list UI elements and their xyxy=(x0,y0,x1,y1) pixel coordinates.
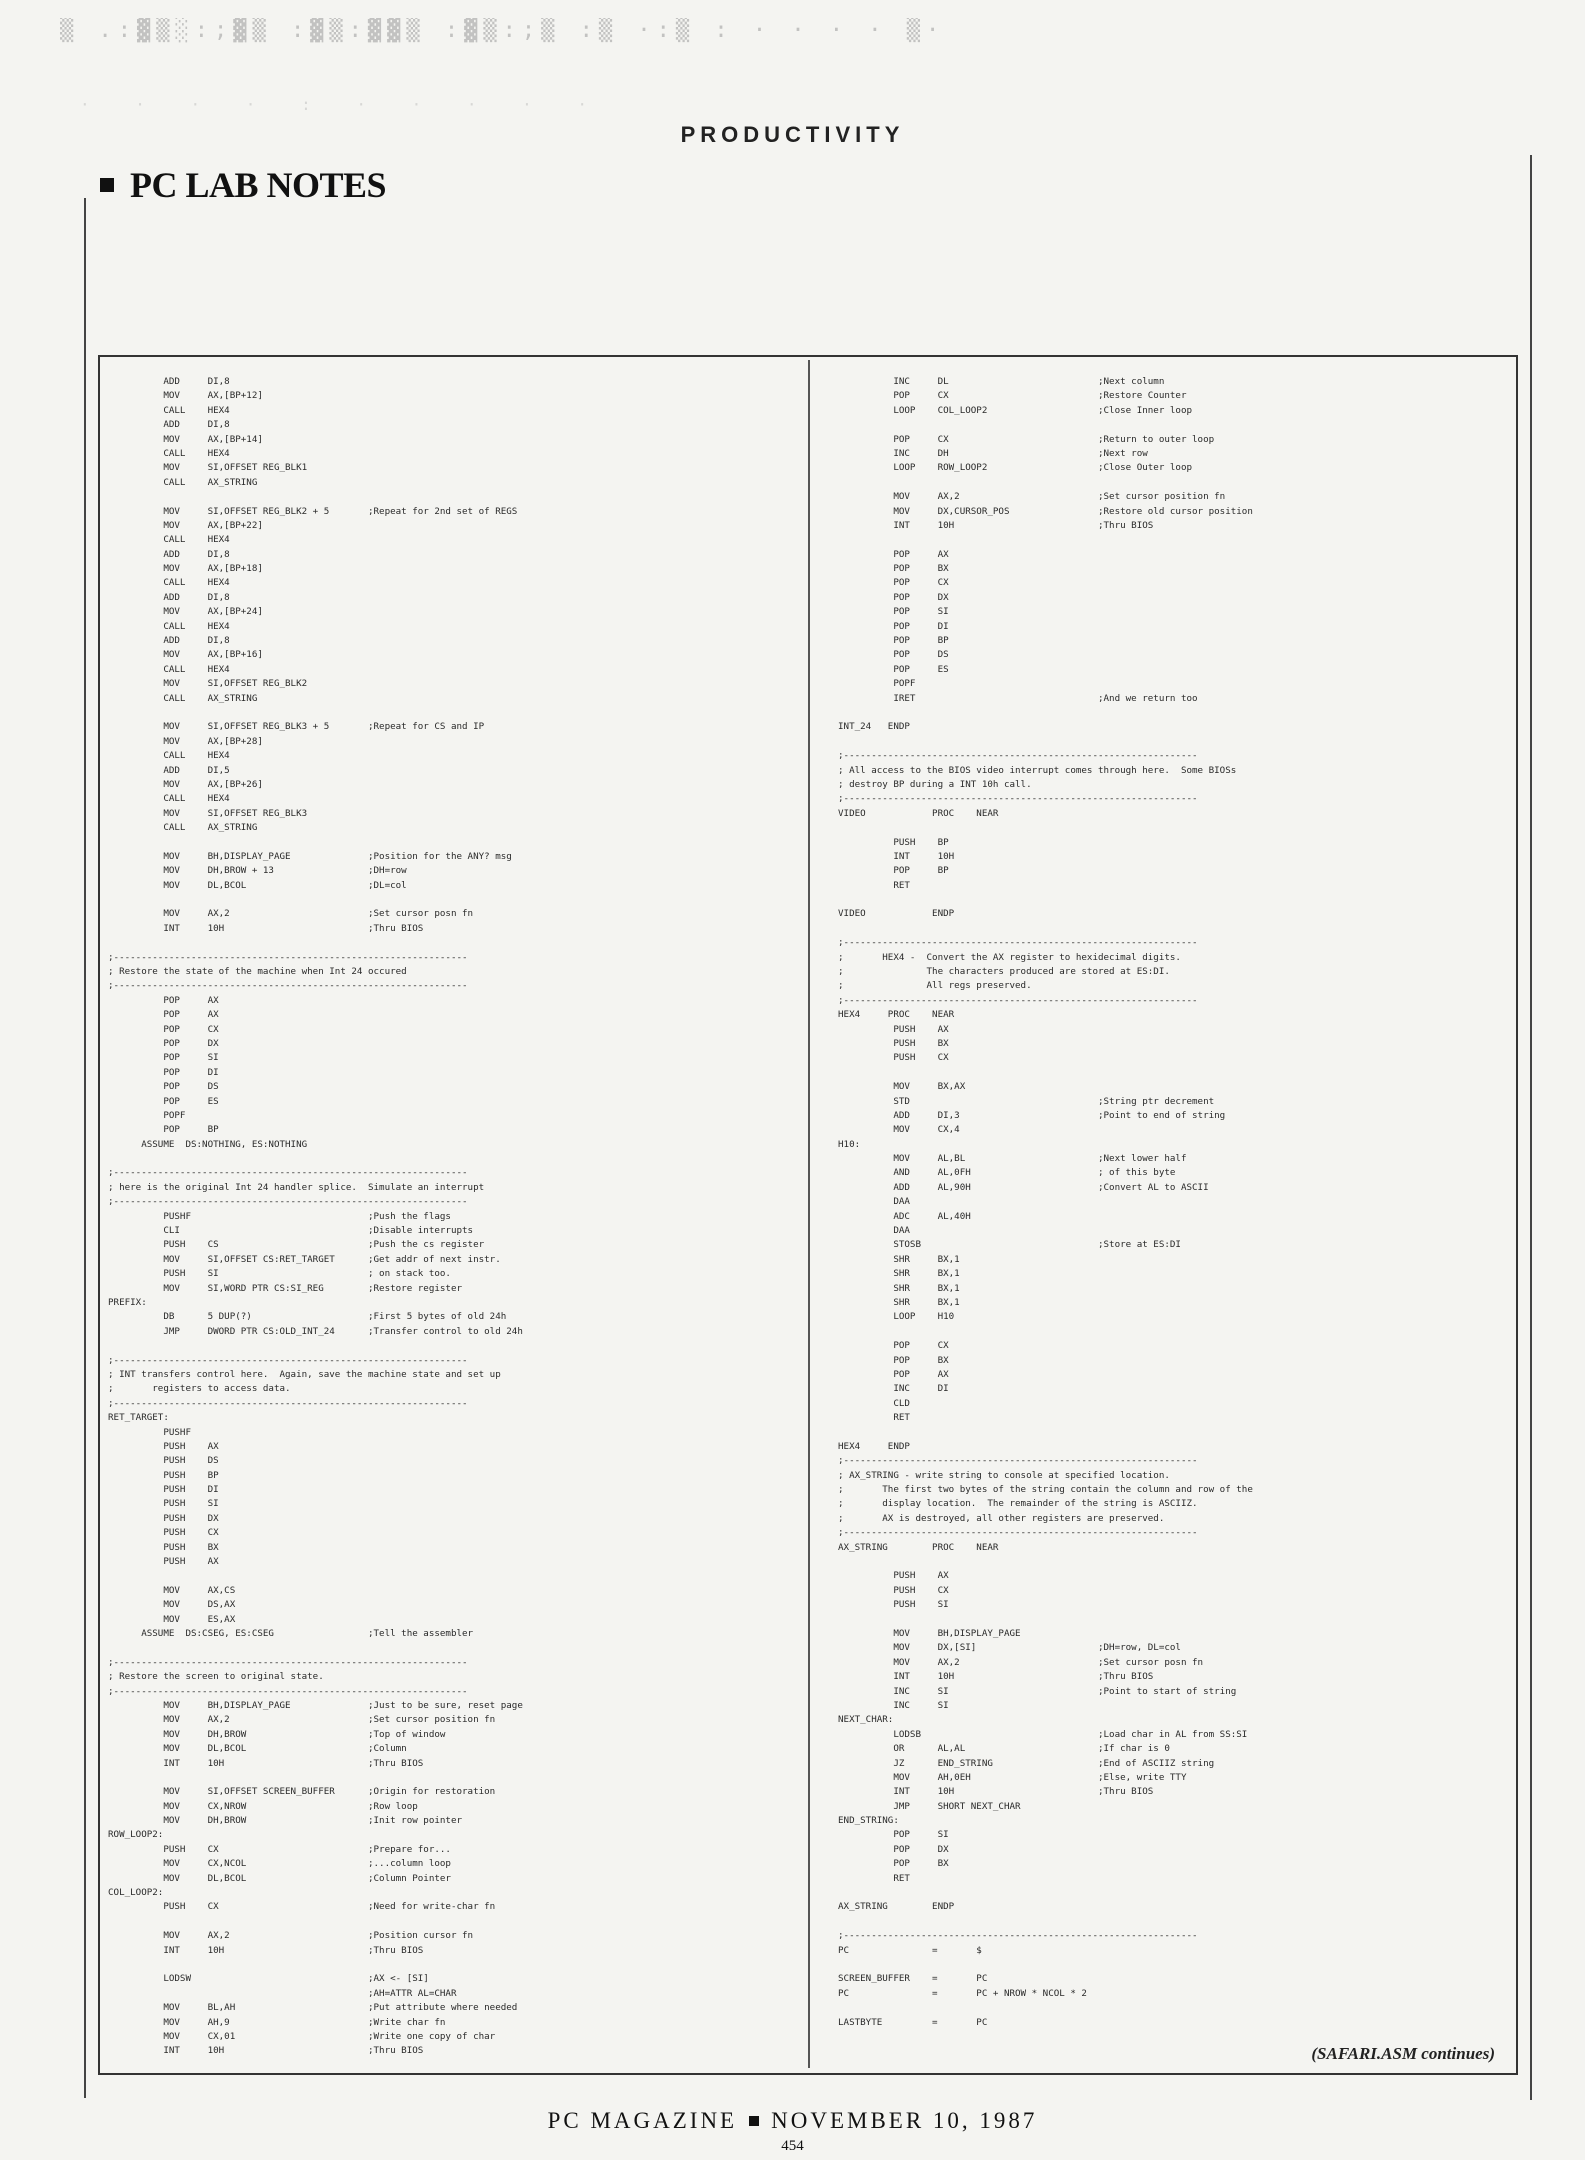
code-line: POP DS xyxy=(838,649,949,661)
code-line: MOV AX,CS xyxy=(108,1584,236,1596)
code-line: POP CX ;Return to outer loop xyxy=(838,433,1215,445)
code-line: DAA xyxy=(838,1225,910,1237)
code-line: PUSH CX xyxy=(108,1527,219,1539)
code-line: ADD AL,90H ;Convert AL to ASCII xyxy=(838,1181,1209,1193)
code-line: STD ;String ptr decrement xyxy=(838,1095,1215,1107)
code-line: ASSUME DS:CSEG, ES:CSEG ;Tell the assembler xyxy=(108,1627,474,1639)
column-title xyxy=(100,164,386,206)
code-line: PUSH AX xyxy=(838,1023,949,1035)
code-line: PUSH AX xyxy=(108,1556,219,1568)
footer-date: NOVEMBER 10, 1987 xyxy=(771,2108,1038,2133)
page-number: 454 xyxy=(781,2138,804,2154)
code-line: POP CX xyxy=(838,1340,949,1352)
code-line: ;---------------------------------------------------------------- xyxy=(108,1685,468,1697)
code-line: AND AL,0FH ; of this byte xyxy=(838,1167,1176,1179)
code-line xyxy=(838,418,1508,432)
code-line: LODSB ;Load char in AL from SS:SI xyxy=(838,1728,1248,1740)
code-line: MOV DL,BCOL ;Column Pointer xyxy=(108,1872,451,1884)
code-line xyxy=(838,735,1508,749)
code-line: INT_24 ENDP xyxy=(838,721,910,733)
page-frame-left xyxy=(84,198,86,2098)
code-line: MOV DH,BROW + 13 ;DH=row xyxy=(108,865,407,877)
code-line: PUSH SI xyxy=(838,1599,949,1611)
code-line: INT 10H xyxy=(838,850,955,862)
bullet-square-icon xyxy=(100,178,114,192)
code-line: ; The characters produced are stored at ES:DI. xyxy=(838,966,1170,978)
code-line: INT 10H ;Thru BIOS xyxy=(108,1944,424,1956)
code-line: VIDEO PROC NEAR xyxy=(838,807,999,819)
code-line: ;---------------------------------------------------------------- xyxy=(108,1397,468,1409)
code-line: CALL HEX4 xyxy=(108,447,230,459)
code-line xyxy=(108,490,798,504)
code-line: MOV AX,[BP+16] xyxy=(108,649,263,661)
code-column-right xyxy=(838,375,1508,2030)
code-line: MOV AX,[BP+24] xyxy=(108,606,263,618)
code-line: LOOP ROW_LOOP2 ;Close Outer loop xyxy=(838,462,1193,474)
code-line: INC SI xyxy=(838,1699,949,1711)
code-line: SHR BX,1 xyxy=(838,1297,960,1308)
code-line: POP BX xyxy=(838,563,949,575)
code-line: POP CX xyxy=(108,1023,219,1035)
code-line: MOV AX,[BP+26] xyxy=(108,778,263,790)
code-line: MOV AH,9 ;Write char fn xyxy=(108,2016,446,2028)
code-line: POP AX xyxy=(838,1368,949,1380)
code-line: CALL HEX4 xyxy=(108,577,230,589)
code-line: ADD DI,3 ;Point to end of string xyxy=(838,1109,1226,1121)
code-line: CALL HEX4 xyxy=(108,663,230,675)
code-line: MOV AX,[BP+22] xyxy=(108,519,263,531)
code-line: INT 10H ;Thru BIOS xyxy=(108,922,424,934)
code-line: PUSH DI xyxy=(108,1484,219,1496)
code-line: CALL HEX4 xyxy=(108,620,230,632)
code-line xyxy=(108,1958,798,1972)
code-line: LASTBYTE = PC xyxy=(838,2016,988,2028)
code-line: MOV SI,OFFSET REG_BLK2 xyxy=(108,678,308,690)
code-line: IRET ;And we return too xyxy=(838,692,1198,704)
code-line: ;---------------------------------------------------------------- xyxy=(108,951,468,963)
code-line: ADC AL,40H xyxy=(838,1210,971,1222)
code-line: MOV SI,OFFSET CS:RET_TARGET ;Get addr of next instr. xyxy=(108,1253,501,1265)
code-line xyxy=(108,706,798,720)
code-line xyxy=(108,1152,798,1166)
code-line: POP AX xyxy=(838,548,949,560)
code-line: INT 10H ;Thru BIOS xyxy=(838,519,1154,531)
code-line: PUSH SI xyxy=(108,1498,219,1510)
code-line: OR AL,AL ;If char is 0 xyxy=(838,1743,1170,1755)
code-line xyxy=(838,1555,1508,1569)
code-line: MOV AX,[BP+18] xyxy=(108,563,263,575)
code-line: ;---------------------------------------------------------------- xyxy=(108,1656,468,1668)
code-line: SHR BX,1 xyxy=(838,1253,960,1265)
code-line: H10: xyxy=(838,1138,861,1150)
column-title-text: PC LAB NOTES xyxy=(130,165,387,205)
code-line: POP BP xyxy=(838,635,949,647)
code-line: INC DH ;Next row xyxy=(838,447,1148,459)
code-line: MOV BH,DISPLAY_PAGE xyxy=(838,1627,1021,1639)
page-footer xyxy=(0,2108,1585,2134)
code-line: ; here is the original Int 24 handler splice. Simulate an interrupt xyxy=(108,1181,485,1193)
code-line: MOV SI,OFFSET REG_BLK2 + 5 ;Repeat for 2nd set of REGS xyxy=(108,505,518,517)
code-line: MOV AL,BL ;Next lower half xyxy=(838,1153,1187,1165)
code-line: ;AH=ATTR AL=CHAR xyxy=(108,1987,457,1999)
code-line: PREFIX: xyxy=(108,1297,147,1308)
code-line: ; HEX4 - Convert the AX register to hexidecimal digits. xyxy=(838,951,1181,963)
code-line: ; Restore the state of the machine when Int 24 occured xyxy=(108,966,407,978)
code-line xyxy=(838,1066,1508,1080)
code-line xyxy=(108,1915,798,1929)
code-line: PUSH BX xyxy=(108,1541,219,1553)
code-line: CALL HEX4 xyxy=(108,534,230,546)
code-line: ;---------------------------------------------------------------- xyxy=(108,1196,468,1208)
code-line: RET_TARGET: xyxy=(108,1412,169,1424)
code-line: INC SI ;Point to start of string xyxy=(838,1685,1237,1697)
code-line: RET xyxy=(838,1872,910,1884)
code-line xyxy=(838,533,1508,547)
code-line xyxy=(838,821,1508,835)
code-line: ADD DI,8 xyxy=(108,591,230,603)
code-line: POP ES xyxy=(108,1095,219,1107)
code-line: ; All access to the BIOS video interrupt comes through here. Some BIOSs xyxy=(838,764,1237,776)
code-line xyxy=(838,1886,1508,1900)
code-line: MOV AX,2 ;Set cursor position fn xyxy=(108,1714,496,1726)
code-line xyxy=(108,1771,798,1785)
code-line xyxy=(838,1325,1508,1339)
code-line: ;---------------------------------------------------------------- xyxy=(108,1354,468,1366)
code-line: MOV DH,BROW ;Init row pointer xyxy=(108,1815,463,1827)
code-line: MOV CX,NROW ;Row loop xyxy=(108,1800,418,1812)
code-line: RET xyxy=(838,1412,910,1424)
code-line: POP DX xyxy=(838,591,949,603)
code-line xyxy=(838,1915,1508,1929)
code-line: MOV DS,AX xyxy=(108,1599,236,1611)
code-line: POP BP xyxy=(108,1124,219,1136)
code-line: DB 5 DUP(?) ;First 5 bytes of old 24h xyxy=(108,1311,507,1323)
code-line: MOV CX,NCOL ;...column loop xyxy=(108,1858,451,1870)
code-line: ;---------------------------------------------------------------- xyxy=(838,1527,1198,1539)
code-line xyxy=(838,922,1508,936)
code-line: CALL HEX4 xyxy=(108,793,230,805)
code-line: ; INT transfers control here. Again, save the machine state and set up xyxy=(108,1368,501,1380)
code-line: MOV SI,OFFSET REG_BLK1 xyxy=(108,462,308,474)
code-line: POP SI xyxy=(838,606,949,618)
code-line: VIDEO ENDP xyxy=(838,908,955,920)
code-line: MOV AX,[BP+12] xyxy=(108,390,263,402)
code-line: PUSH AX xyxy=(838,1570,949,1582)
code-line: PUSH DS xyxy=(108,1455,219,1467)
code-line: ;---------------------------------------------------------------- xyxy=(108,1167,468,1179)
code-line: MOV DX,CURSOR_POS ;Restore old cursor position xyxy=(838,505,1253,517)
code-line: HEX4 PROC NEAR xyxy=(838,1009,955,1021)
code-line xyxy=(108,1641,798,1655)
code-line: ; All regs preserved. xyxy=(838,980,1032,992)
code-line: PUSH CX ;Prepare for... xyxy=(108,1843,451,1855)
code-line: POP DI xyxy=(838,620,949,632)
code-line: ADD DI,8 xyxy=(108,419,230,431)
code-line: MOV CX,01 ;Write one copy of char xyxy=(108,2030,496,2042)
code-line: MOV SI,OFFSET REG_BLK3 xyxy=(108,807,308,819)
code-line xyxy=(108,836,798,850)
code-line: ;---------------------------------------------------------------- xyxy=(838,1930,1198,1942)
code-line: CLD xyxy=(838,1397,910,1409)
code-line: MOV BL,AH ;Put attribute where needed xyxy=(108,2002,518,2014)
footer-magazine: PC MAGAZINE xyxy=(547,2108,738,2133)
code-line: MOV BX,AX xyxy=(838,1081,966,1093)
code-line: PUSHF xyxy=(108,1426,191,1438)
code-line: POP ES xyxy=(838,663,949,675)
code-line: PUSH BP xyxy=(108,1469,219,1481)
code-line: ; display location. The remainder of the string is ASCIIZ. xyxy=(838,1498,1198,1510)
code-line: POPF xyxy=(108,1109,186,1121)
code-line: INT 10H ;Thru BIOS xyxy=(838,1786,1154,1798)
code-line: JMP SHORT NEXT_CHAR xyxy=(838,1800,1021,1812)
code-line xyxy=(838,2001,1508,2015)
code-line xyxy=(838,893,1508,907)
code-line: END_STRING: xyxy=(838,1815,899,1827)
code-line: PUSH SI ; on stack too. xyxy=(108,1268,451,1280)
code-line: ADD DI,8 xyxy=(108,548,230,560)
code-line: POP AX xyxy=(108,994,219,1006)
code-line: SHR BX,1 xyxy=(838,1282,960,1294)
code-line: POP DI xyxy=(108,1066,219,1078)
code-line: MOV SI,OFFSET REG_BLK3 + 5 ;Repeat for CS and IP xyxy=(108,721,485,733)
code-line: HEX4 ENDP xyxy=(838,1440,910,1452)
code-line: PUSH CX ;Need for write-char fn xyxy=(108,1901,496,1913)
code-line xyxy=(838,706,1508,720)
code-line: PUSH CX xyxy=(838,1052,949,1064)
code-line: CLI ;Disable interrupts xyxy=(108,1225,474,1237)
code-line: MOV AX,[BP+14] xyxy=(108,433,263,445)
code-line: ASSUME DS:NOTHING, ES:NOTHING xyxy=(108,1138,308,1150)
code-column-left xyxy=(108,375,798,2059)
code-line: MOV CX,4 xyxy=(838,1124,960,1136)
section-label: PRODUCTIVITY xyxy=(680,122,905,147)
code-line: MOV BH,DISPLAY_PAGE ;Just to be sure, reset page xyxy=(108,1699,523,1711)
code-line: PUSH BX xyxy=(838,1037,949,1049)
code-line: ;---------------------------------------------------------------- xyxy=(838,1455,1198,1467)
code-line: MOV DL,BCOL ;DL=col xyxy=(108,879,407,891)
code-line: CALL AX_STRING xyxy=(108,476,258,488)
code-line: PUSH BP xyxy=(838,836,949,848)
scan-noise-top-2: · · · · : · · · · · xyxy=(80,95,606,114)
code-line: MOV AX,2 ;Set cursor position fn xyxy=(838,491,1226,503)
page-frame-right xyxy=(1530,155,1532,2100)
code-line: MOV DH,BROW ;Top of window xyxy=(108,1728,446,1740)
code-line: ; Restore the screen to original state. xyxy=(108,1671,324,1683)
code-line: POP SI xyxy=(838,1829,949,1841)
code-line: INC DI xyxy=(838,1383,949,1395)
code-line: POP BP xyxy=(838,865,949,877)
column-divider xyxy=(808,360,810,2068)
code-line: CALL AX_STRING xyxy=(108,692,258,704)
code-line: ;---------------------------------------------------------------- xyxy=(838,793,1198,805)
code-line: MOV SI,WORD PTR CS:SI_REG ;Restore register xyxy=(108,1282,463,1294)
code-line: MOV AH,0EH ;Else, write TTY xyxy=(838,1771,1187,1783)
code-line: DAA xyxy=(838,1196,910,1208)
code-line: POP CX ;Restore Counter xyxy=(838,390,1187,402)
code-line: PUSH CX xyxy=(838,1584,949,1596)
code-line: POP SI xyxy=(108,1052,219,1064)
code-line: PUSH AX xyxy=(108,1440,219,1452)
code-line: STOSB ;Store at ES:DI xyxy=(838,1239,1181,1251)
code-line: MOV AX,2 ;Set cursor posn fn xyxy=(838,1656,1204,1668)
code-line: INT 10H ;Thru BIOS xyxy=(838,1671,1154,1683)
code-line: INC DL ;Next column xyxy=(838,376,1165,387)
code-line xyxy=(838,1958,1508,1972)
code-line: ADD DI,8 xyxy=(108,376,230,387)
code-line: ; AX is destroyed, all other registers are preserved. xyxy=(838,1512,1165,1524)
code-line: ; destroy BP during a INT 10h call. xyxy=(838,778,1032,790)
code-line: MOV DX,[SI] ;DH=row, DL=col xyxy=(838,1642,1181,1654)
code-line: ;---------------------------------------------------------------- xyxy=(838,937,1198,949)
continues-note: (SAFARI.ASM continues) xyxy=(1311,2044,1495,2063)
code-line: POP CX xyxy=(838,577,949,589)
code-line: POP BX xyxy=(838,1858,949,1870)
code-line: CALL AX_STRING xyxy=(108,822,258,834)
code-line: ;---------------------------------------------------------------- xyxy=(838,994,1198,1006)
code-line: POP DX xyxy=(838,1843,949,1855)
code-line: CALL HEX4 xyxy=(108,750,230,762)
code-line xyxy=(108,1569,798,1583)
code-line xyxy=(108,936,798,950)
code-line: POP DX xyxy=(108,1037,219,1049)
code-line: PUSH CS ;Push the cs register xyxy=(108,1239,485,1251)
code-line xyxy=(838,1613,1508,1627)
code-line: PC = $ xyxy=(838,1944,982,1956)
code-line: RET xyxy=(838,879,910,891)
code-line: NEXT_CHAR: xyxy=(838,1714,894,1726)
code-line: POP AX xyxy=(108,1009,219,1021)
code-line: SCREEN_BUFFER = PC xyxy=(838,1973,988,1985)
code-line: ; registers to access data. xyxy=(108,1383,291,1395)
code-line: ADD DI,5 xyxy=(108,764,230,776)
code-line: PUSHF ;Push the flags xyxy=(108,1210,451,1222)
code-line: PC = PC + NROW * NCOL * 2 xyxy=(838,1987,1087,1999)
code-line: INT 10H ;Thru BIOS xyxy=(108,2045,424,2057)
code-line: MOV DL,BCOL ;Column xyxy=(108,1743,407,1755)
code-line: COL_LOOP2: xyxy=(108,1887,164,1899)
code-line xyxy=(108,893,798,907)
code-line: MOV AX,2 ;Position cursor fn xyxy=(108,1930,474,1942)
code-line: POP DS xyxy=(108,1081,219,1093)
code-line: POP BX xyxy=(838,1354,949,1366)
code-line: ADD DI,8 xyxy=(108,635,230,647)
code-line: MOV SI,OFFSET SCREEN_BUFFER ;Origin for restoration xyxy=(108,1786,496,1798)
code-line xyxy=(108,1339,798,1353)
code-line: AX_STRING ENDP xyxy=(838,1901,955,1913)
code-line: AX_STRING PROC NEAR xyxy=(838,1541,999,1553)
code-line: ; The first two bytes of the string contain the column and row of the xyxy=(838,1484,1253,1496)
code-line: ;---------------------------------------------------------------- xyxy=(838,750,1198,762)
code-line: MOV AX,2 ;Set cursor posn fn xyxy=(108,908,474,920)
code-line: MOV BH,DISPLAY_PAGE ;Position for the ANY? msg xyxy=(108,850,512,862)
code-line: LOOP H10 xyxy=(838,1311,955,1323)
code-line: INT 10H ;Thru BIOS xyxy=(108,1757,424,1769)
code-line: ; AX_STRING - write string to console at specified location. xyxy=(838,1469,1170,1481)
code-line: JMP DWORD PTR CS:OLD_INT_24 ;Transfer control to old 24h xyxy=(108,1325,523,1337)
code-line: CALL HEX4 xyxy=(108,404,230,416)
footer-separator-icon xyxy=(749,2116,759,2126)
code-line: PUSH DX xyxy=(108,1512,219,1524)
code-line: POPF xyxy=(838,678,916,690)
code-line: JZ END_STRING ;End of ASCIIZ string xyxy=(838,1757,1215,1769)
code-line xyxy=(838,476,1508,490)
code-line: MOV AX,[BP+28] xyxy=(108,735,263,747)
code-line: MOV ES,AX xyxy=(108,1613,236,1625)
scan-noise-top: ▒ .:▓▒░:;▓▒ :▓▒:▓▓▒ :▓▒:;▒ :▒ ·:▒ : · · · · ▒· xyxy=(60,18,946,43)
code-line: ;---------------------------------------------------------------- xyxy=(108,980,468,992)
code-line xyxy=(838,1426,1508,1440)
code-line: LODSW ;AX <- [SI] xyxy=(108,1973,429,1985)
code-line: LOOP COL_LOOP2 ;Close Inner loop xyxy=(838,404,1193,416)
code-line: SHR BX,1 xyxy=(838,1268,960,1280)
code-line: ROW_LOOP2: xyxy=(108,1829,164,1841)
